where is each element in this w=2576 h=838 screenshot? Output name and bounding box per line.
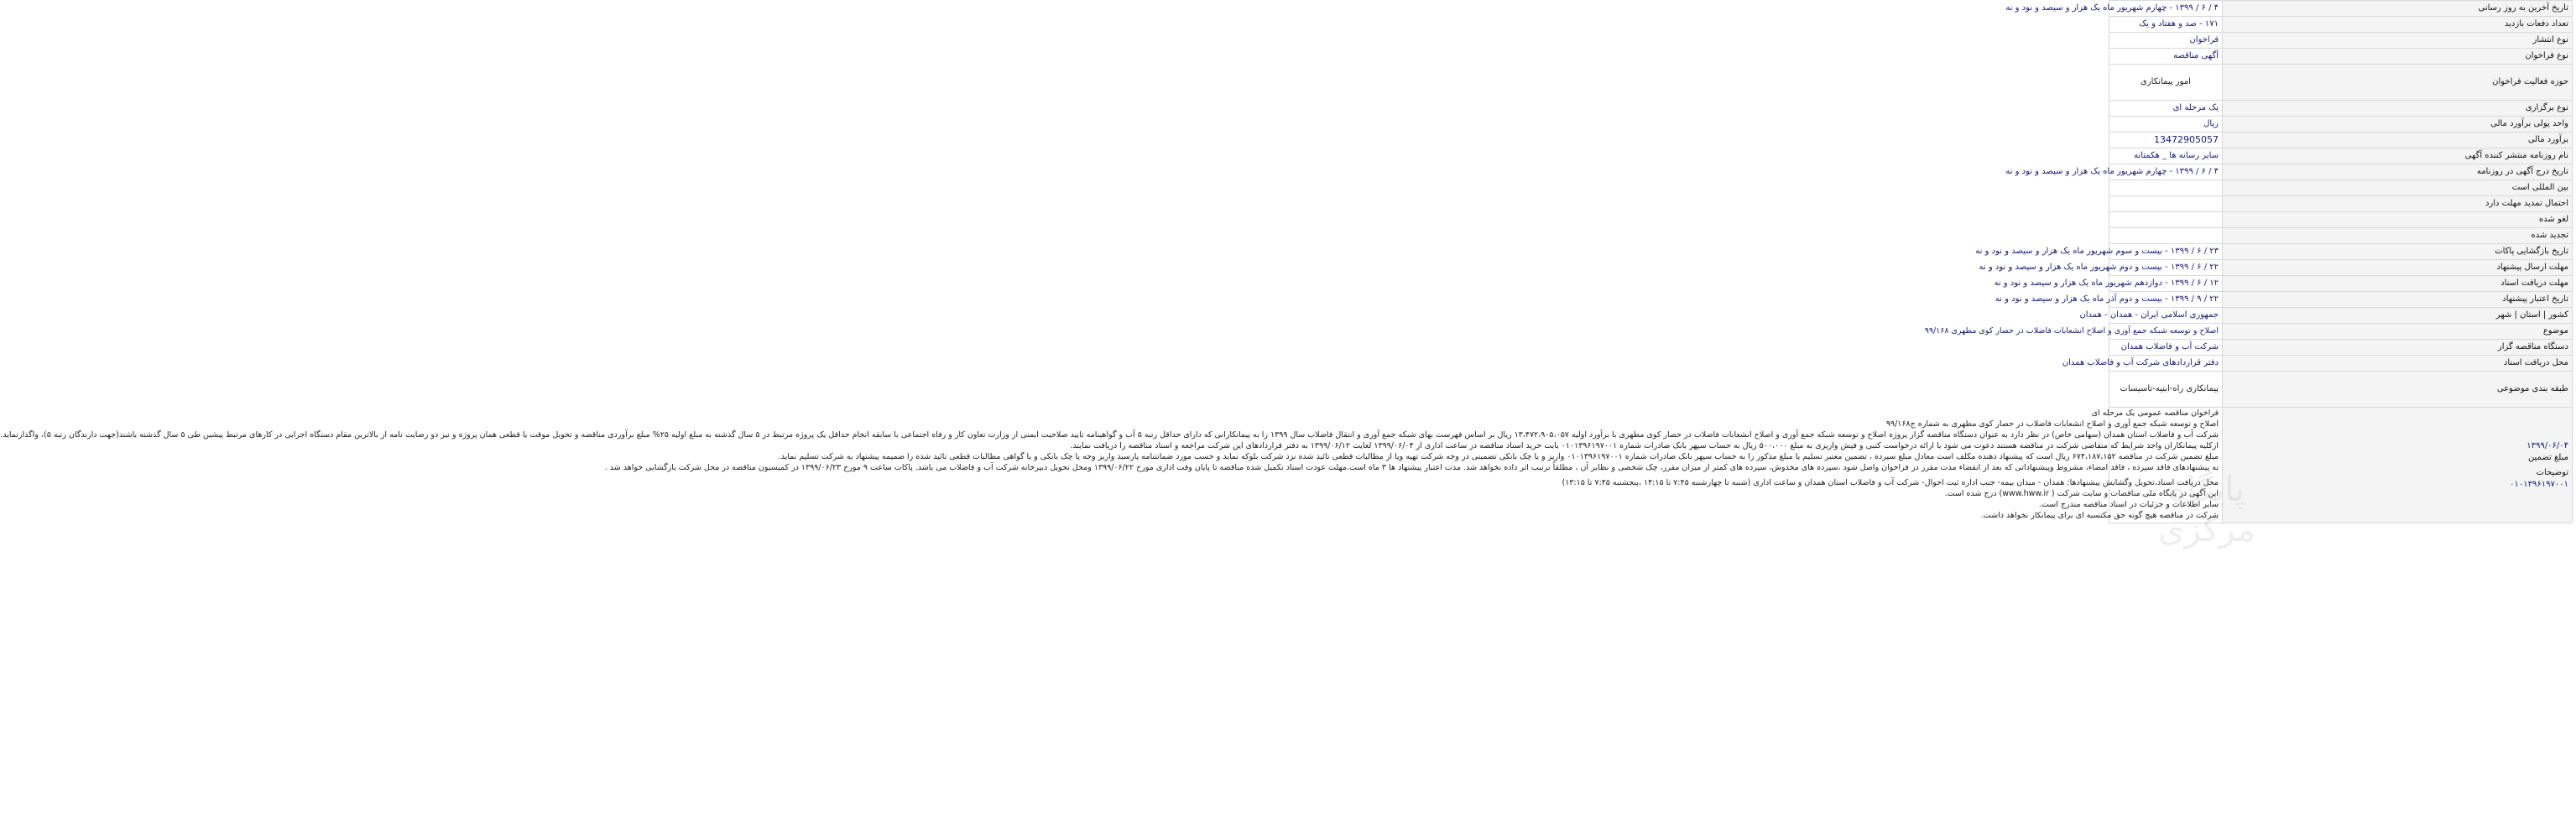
value-estimate: 13472905057	[2109, 133, 2223, 148]
row-publisher	[2109, 148, 2573, 164]
row-hold-type	[2109, 101, 2573, 117]
value-cancelled	[2109, 212, 2223, 228]
value-submit-deadline: ۲۲ / ۶ / ۱۳۹۹ - بیست و دوم شهریور ماه یک هزار و سیصد و نود و نه	[2109, 260, 2223, 276]
row-doc-place	[2109, 356, 2573, 372]
value-location: جمهوری اسلامی ایران - همدان - همدان	[2109, 308, 2223, 324]
description-paragraph: مبلغ تضمین شرکت در مناقصه ۶۷۴،۱۸۷،۱۵۲ ریال است که پیشنهاد دهنده مکلف است معادل مبلغ سپرده ، تضمین معتبر تسلیم یا مبلغ مذکور را به حساب سپهر بانک صادرات شماره ۰۱۰۱۳۹۶۱۹۷۰۰۱ واریز و یا چک بانکی تضمینی در وجه شرکت تهیه ویا از مطالبات قطعی تائید شده نزد شرکت بلوکه نماید و حسب مورد ضمانتنامه پارسید واریز وجه یا چک بانکی و یا گواهی مطالبات قطعی تائید شده را ضمیمه پیشنهاد به شرکت تسلیم نماید.	[778, 452, 2219, 461]
value-doc-place: دفتر قراردادهای شرکت آب و فاضلاب همدان	[2109, 356, 2223, 372]
value-hold-type: یک مرحله ای	[2109, 101, 2223, 117]
label-subject: موضوع	[2223, 324, 2573, 340]
description-paragraph: محل دریافت اسناد،تحویل وگشایش پیشنهادها: همدان - میدان بیمه- جنب اداره ثبت احوال- شرکت آب و فاضلاب استان همدان و ساعت اداری (شنبه تا چهارشنبه ۷:۴۵ تا ۱۴:۱۵ ،پنجشنبه ۷:۴۵ تا ۱۳:۱۵)	[1562, 478, 2219, 487]
value-publish-date: ۴ / ۶ / ۱۳۹۹ - چهارم شهریور ماه یک هزار و سیصد و نود و نه	[2109, 164, 2223, 180]
label-publish-type: نوع انتشار	[2223, 33, 2573, 49]
description-text	[0, 408, 2223, 523]
label-visits: تعداد دفعات بازدید	[2223, 17, 2573, 33]
label-envelope-open: تاریخ بازگشایی پاکات	[2223, 244, 2573, 260]
margin-note-guarantee: مبلغ تضمین	[2527, 452, 2568, 462]
row-renewed	[2109, 228, 2573, 244]
row-validity	[2109, 292, 2573, 308]
label-extension: احتمال تمدید مهلت دارد	[2223, 196, 2573, 212]
description-paragraph: فراخوان مناقصه عمومی یک مرحله ای	[2091, 409, 2219, 418]
margin-note-date: ۱۳۹۹/۰۶/۰۴	[2526, 440, 2568, 450]
label-description: توضیحات	[2536, 467, 2568, 477]
watermark: پایگاه مرکزی	[2158, 471, 2255, 549]
value-publisher: سایر رسانه ها _ هکمتانه	[2109, 148, 2223, 164]
label-currency-unit: واحد پولی برآورد مالی	[2223, 117, 2573, 133]
margin-note-account: ۰۱۰۱۳۹۶۱۹۷۰۰۱	[2510, 479, 2568, 489]
value-international	[2109, 180, 2223, 196]
row-estimate	[2109, 133, 2573, 148]
description-paragraph: اصلاح و توسعه شبکه جمع آوری و اصلاح انشعابات فاضلاب در حصار کوی مطهری به شماره ج۹۹/۱۶۸	[1885, 419, 2219, 429]
value-call-type: آگهی مناقصه	[2109, 49, 2223, 65]
value-envelope-open: ۲۳ / ۶ / ۱۳۹۹ - بیست و سوم شهریور ماه یک هزار و سیصد و نود و نه	[2109, 244, 2223, 260]
row-extension	[2109, 196, 2573, 212]
row-visits	[2109, 17, 2573, 33]
label-cancelled: لغو شده	[2223, 212, 2573, 228]
row-currency-unit	[2109, 117, 2573, 133]
description-margin-notes	[2226, 440, 2568, 491]
description-paragraph: شرکت در مناقصه هیچ گونه حق مکتسبه ای برای پیمانکار نخواهد داشت.	[1980, 511, 2219, 520]
value-renewed	[2109, 228, 2223, 244]
row-publish-date	[2109, 164, 2573, 180]
value-visits: ۱۷۱ - صد و هفتاد و یک	[2109, 17, 2223, 33]
label-last-update: تاریخ آخرین به روز رسانی	[2223, 1, 2573, 17]
label-activity-area: حوزه فعالیت فراخوان	[2223, 65, 2573, 101]
label-hold-type: نوع برگزاری	[2223, 101, 2573, 117]
label-international: بین المللی است	[2223, 180, 2573, 196]
row-activity-area	[2109, 65, 2573, 101]
value-publish-type: فراخوان	[2109, 33, 2223, 49]
row-envelope-open	[2109, 244, 2573, 260]
label-organizer: دستگاه مناقصه گزار	[2223, 340, 2573, 356]
row-description	[2109, 408, 2573, 523]
value-validity: ۲۲ / ۹ / ۱۳۹۹ - بیست و دوم آذر ماه یک هزار و سیصد و نود و نه	[2109, 292, 2223, 308]
description-paragraph: شرکت آب و فاضلاب استان همدان (سهامی خاص) در نظر دارد به عنوان دستگاه مناقصه گزار پروژه اصلاح و توسعه شبکه جمع آوری و اصلاح انشعابات فاضلاب در حصار کوی مطهری با برآورد اولیه ۱۳،۴۷۲،۹۰۵،۰۵۷ ریال بر اساس فهرست بهای شبکه جمع آوری و انتقال فاضلاب سال ۱۳۹۹ را به پیمانکارانی که دارای حداقل رتبه ۵ آب و گواهینامه تایید صلاحیت ایمنی از وزارت تعاون کار و رفاه اجتماعی با سابقه انجام حداقل یک پروژه مرتبط در ۵ سال گذشته به مبلغ اولیه ۲۵% مبلغ برآوردی مناقصه و تحویل موقت یا قطعی همان پروژه و نیز دو رضایت نامه از بالاترین مقام دستگاه اجرایی در کارهای مرتبط پیشین طی ۵ سال گذشته باشند(جهت دارندگان رتبه ۵)، واگذارنماید.	[0, 430, 2219, 440]
row-international	[2109, 180, 2573, 196]
value-organizer: شرکت آب و فاضلاب همدان	[2109, 340, 2223, 356]
label-doc-place: محل دریافت اسناد	[2223, 356, 2573, 372]
label-validity: تاریخ اعتبار پیشنهاد	[2223, 292, 2573, 308]
description-paragraph: سایر اطلاعات و جزئیات در اسناد مناقصه مندرج است.	[2038, 500, 2219, 509]
value-extension	[2109, 196, 2223, 212]
row-submit-deadline	[2109, 260, 2573, 276]
value-activity-area: امور پیمانکاری	[2109, 65, 2223, 101]
row-cancelled	[2109, 212, 2573, 228]
description-paragraph: به پیشنهادهای فاقد سپرده ، فاقد امضاء، مشروط وپیشنهاداتی که بعد از انقضاء مدت مقرر در فراخوان واصل شود ،سپرده های مخدوش، سپرده های کمتر از میزان مقرر، چک شخصی و نظایر آن ، مطلقاً ترتیب اثر داده نخواهد شد. مدت اعتبار پیشنهاد ها ۳ ماه است.مهلت عودت اسناد تکمیل شده مناقصه تا پایان وقت اداری مورخ ۱۳۹۹/۰۶/۲۲ ومحل تحویل دبیرخانه شرکت آب و فاضلاب می باشد. پاکات ساعت ۹ مورخ ۱۳۹۹/۰۶/۲۳ در کمیسیون مناقصه در محل شرکت بازگشایی خواهد شد .	[604, 463, 2219, 472]
label-doc-deadline: مهلت دریافت اسناد	[2223, 276, 2573, 292]
label-submit-deadline: مهلت ارسال پیشنهاد	[2223, 260, 2573, 276]
label-publisher: نام روزنامه منتشر کننده آگهی	[2223, 148, 2573, 164]
value-subject: اصلاح و توسعه شبکه جمع آوری و اصلاح انشعابات فاضلاب در حصار کوی مطهری ۹۹/۱۶۸	[2109, 324, 2223, 340]
row-category	[2109, 372, 2573, 408]
row-doc-deadline	[2109, 276, 2573, 292]
description-paragraph: ازکلیه پیمانکاران واجد شرایط که متقاضی شرکت در مناقصه هستند دعوت می شود با ارائه درخواست کتبی و فیش واریزی به مبلغ ۵۰۰،۰۰۰ ریال به حساب سپهر بانک صادرات شماره ۰۱۰۱۳۹۶۱۹۷۰۰۱ بابت خرید اسناد مناقصه در ساعت اداری از ۱۳۹۹/۰۶/۰۴ لغایت ۱۳۹۹/۰۶/۱۲ به دفتر قراردادهای این شرکت مراجعه و اسناد مناقصه را دریافت نمایند.	[1070, 441, 2219, 450]
value-category: پیمانکاری راه-ابنیه-تاسیسات	[2109, 372, 2223, 408]
value-last-update: ۴ / ۶ / ۱۳۹۹ - چهارم شهریور ماه یک هزار و سیصد و نود و نه	[2109, 1, 2223, 17]
label-renewed: تجدید شده	[2223, 228, 2573, 244]
row-call-type	[2109, 49, 2573, 65]
label-call-type: نوع فراخوان	[2223, 49, 2573, 65]
row-publish-type	[2109, 33, 2573, 49]
value-doc-deadline: ۱۲ / ۶ / ۱۳۹۹ - دوازدهم شهریور ماه یک هزار و سیصد و نود و نه	[2109, 276, 2223, 292]
row-subject	[2109, 324, 2573, 340]
label-category: طبقه بندی موضوعی	[2223, 372, 2573, 408]
row-last-update	[2109, 1, 2573, 17]
label-estimate: برآورد مالی	[2223, 133, 2573, 148]
row-location	[2109, 308, 2573, 324]
description-label-cell	[2223, 408, 2573, 523]
row-organizer	[2109, 340, 2573, 356]
description-paragraph: این آگهی در پایگاه ملی مناقصات و سایت شرکت ( www.hww.ir) درج شده است.	[1944, 489, 2219, 498]
label-publish-date: تاریخ درج آگهی در روزنامه	[2223, 164, 2573, 180]
value-currency-unit: ریال	[2109, 117, 2223, 133]
label-location: کشور | استان | شهر	[2223, 308, 2573, 324]
